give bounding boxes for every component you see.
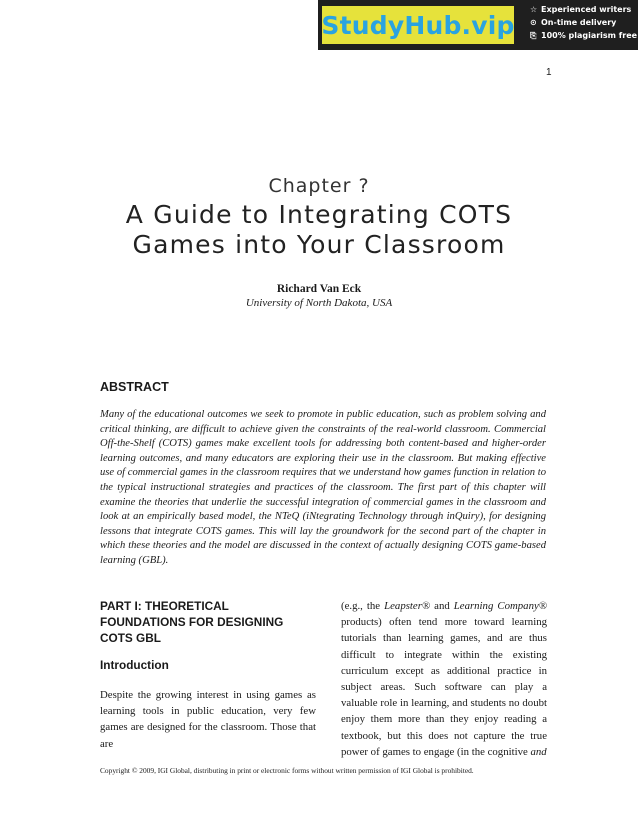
chapter-label: Chapter ? xyxy=(268,175,370,197)
abstract-heading: ABSTRACT xyxy=(100,380,169,394)
star-icon: ☆ xyxy=(530,5,538,14)
feature-item: ⎘ 100% plagiarism free xyxy=(530,31,638,40)
studyhub-logo[interactable]: StudyHub.vip xyxy=(322,6,514,44)
leapster-name: Leapster® xyxy=(384,600,431,612)
part-heading: PART I: THEORETICAL FOUNDATIONS FOR DESIGNING COTS GBL xyxy=(100,599,284,645)
section-heading: Introduction xyxy=(100,658,169,672)
body-text-col2: (e.g., the Leapster® and Learning Company® products) often tend more toward learning tutorials than learning games, and are thus difficult to integrate within the existing curriculum except as additional practice in subject areas. Such software can play a valuable role in learning, and students no doubt enjoy them more than they enjoy reading a textbook, but this does not capture the true power of games to engage (in the cognitive and xyxy=(341,600,547,758)
chapter-title xyxy=(0,200,638,260)
copyright-notice: Copyright © 2009, IGI Global, distributing in print or electronic forms without written permission of IGI Global is prohibited. xyxy=(100,766,474,775)
abstract-text: Many of the educational outcomes we seek to promote in public education, such as problem solving and critical thinking, are difficult to achieve given the constraints of the real-world classroom. Commercial Off-the-Shelf (COTS) games make excellent tools for addressing both content-based and higher-order learning outcomes, and many educators are exploring their use in the classroom. But making effective use of commercial games in the classroom requires that we understand how games function in relation to the typical instructional strategies and practices of the classroom. The first part of this chapter will examine the theories that underlie the successful integration of commercial games in the classroom and look at an empirically based model, the NTeQ (iNtegrating Technology through inQuiry), for designing lessons that integrate COTS games. This will lay the groundwork for the second part of the chapter in which these theories and the model are discussed in the context of actually designing COTS game-based learning (GBL). xyxy=(100,409,546,566)
feature-item: ☆ Experienced writers xyxy=(530,5,632,14)
title-line: Games into Your Classroom xyxy=(132,230,506,259)
banner-features xyxy=(530,3,638,42)
title-line: A Guide to Integrating COTS xyxy=(125,200,513,229)
author-affiliation: University of North Dakota, USA xyxy=(245,297,393,309)
clock-icon: ⊙ xyxy=(530,18,537,27)
learning-company-name: Learning Company® xyxy=(453,600,547,612)
page-number: 1 xyxy=(546,67,552,78)
feature-item: ⊙ On-time delivery xyxy=(530,18,617,27)
document-icon: ⎘ xyxy=(530,31,537,40)
body-text-col1: Despite the growing interest in using games as learning tools in public education, very few games are designed for the classroom. Those that are xyxy=(100,689,316,750)
author-name: Richard Van Eck xyxy=(276,283,362,295)
